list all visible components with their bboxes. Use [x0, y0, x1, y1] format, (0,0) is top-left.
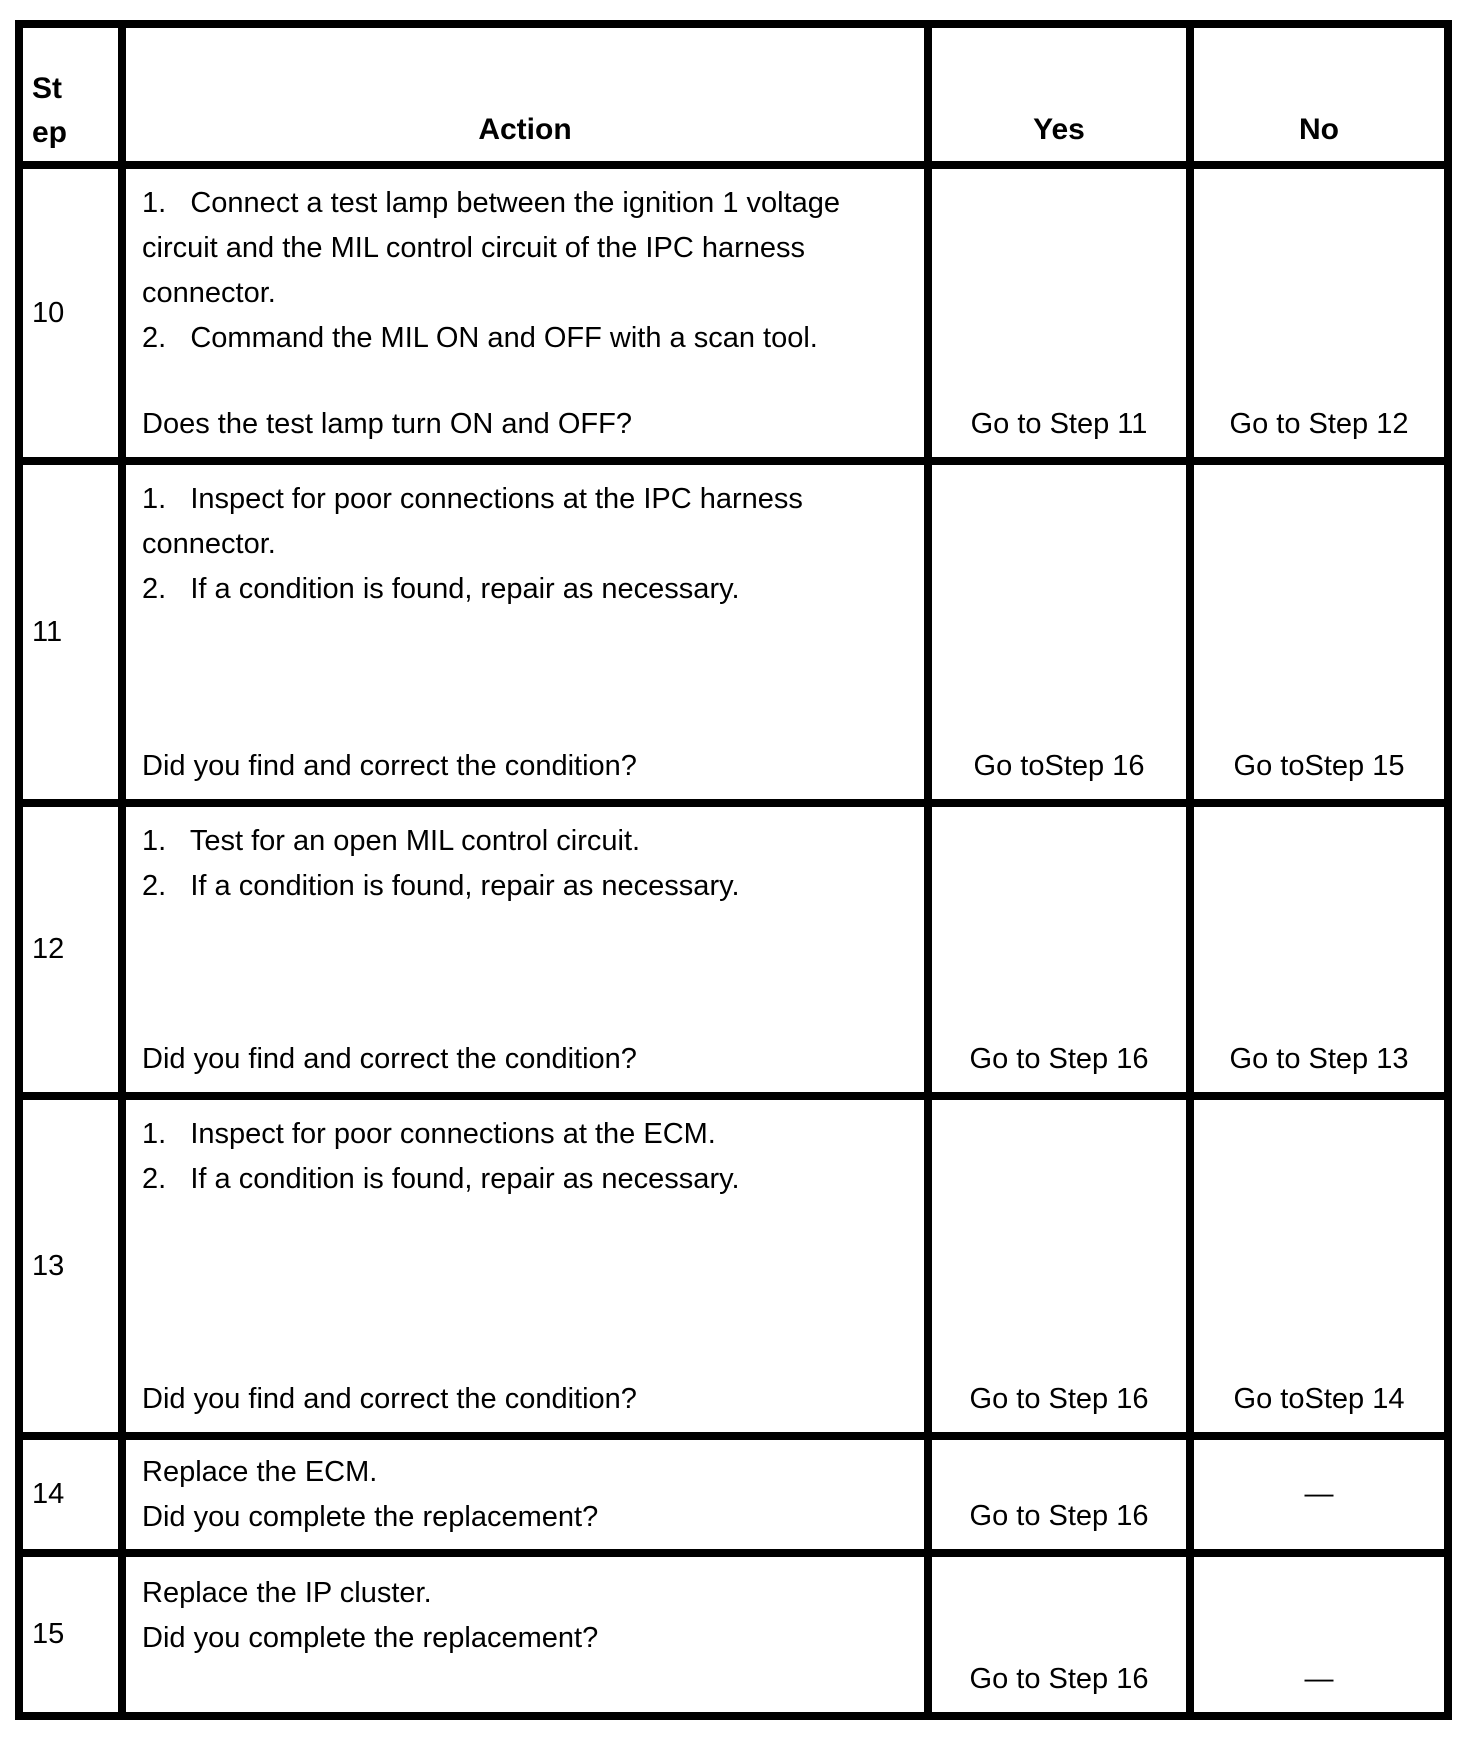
step-11-instruction-1: 1. Inspect for poor connections at the IPC harness connector.	[142, 483, 803, 560]
step-10-number: 10	[23, 169, 126, 465]
step-11-instructions	[142, 477, 904, 612]
step-12-yes-answer: Go to Step 16	[932, 807, 1194, 1100]
col-header-action: Action	[126, 28, 932, 169]
step-10-yes-answer: Go to Step 11	[932, 169, 1194, 465]
step-13-instruction-2: 2. If a condition is found, repair as necessary.	[142, 1163, 740, 1195]
step-12-instruction-2: 2. If a condition is found, repair as necessary.	[142, 870, 740, 902]
step-12-instructions	[142, 819, 904, 909]
step-11-number: 11	[23, 465, 126, 807]
step-13-instruction-1: 1. Inspect for poor connections at the ECM.	[142, 1118, 716, 1150]
step-11-question: Did you find and correct the condition?	[142, 750, 637, 783]
step-12-number: 12	[23, 807, 126, 1100]
col-header-yes: Yes	[932, 28, 1194, 169]
step-13-instructions	[142, 1112, 904, 1202]
step-11-yes-answer: Go toStep 16	[932, 465, 1194, 807]
step-10-instruction-1: 1. Connect a test lamp between the ignition 1 voltage circuit and the MIL control circuit of the IPC harness connector.	[142, 187, 841, 309]
step-13-yes-answer: Go to Step 16	[932, 1100, 1194, 1440]
step-15-action: Replace the IP cluster. Did you complete the replacement?	[126, 1557, 932, 1712]
step-10-action	[126, 169, 932, 465]
step-11-action	[126, 465, 932, 807]
step-10-question: Does the test lamp turn ON and OFF?	[142, 408, 632, 441]
diagnostic-table	[15, 20, 1452, 1720]
step-13-no-answer: Go toStep 14	[1194, 1100, 1444, 1440]
step-14-action: Replace the ECM. Did you complete the replacement?	[126, 1440, 932, 1557]
step-10-instructions	[142, 181, 904, 361]
step-12-instruction-1: 1. Test for an open MIL control circuit.	[142, 825, 641, 857]
col-header-no: No	[1194, 28, 1444, 169]
step-12-action	[126, 807, 932, 1100]
step-10-instruction-2: 2. Command the MIL ON and OFF with a scan tool.	[142, 322, 818, 354]
step-12-no-answer: Go to Step 13	[1194, 807, 1444, 1100]
step-15-yes-answer: Go to Step 16	[932, 1557, 1194, 1712]
step-10-no-answer: Go to Step 12	[1194, 169, 1444, 465]
step-15-number: 15	[23, 1557, 126, 1712]
step-14-yes-answer: Go to Step 16	[932, 1440, 1194, 1557]
col-header-step: St ep	[23, 28, 126, 169]
step-11-instruction-2: 2. If a condition is found, repair as necessary.	[142, 573, 740, 605]
step-12-question: Did you find and correct the condition?	[142, 1043, 637, 1076]
step-13-number: 13	[23, 1100, 126, 1440]
step-11-no-answer: Go toStep 15	[1194, 465, 1444, 807]
step-15-no-answer: —	[1304, 1663, 1334, 1695]
step-13-question: Did you find and correct the condition?	[142, 1383, 637, 1416]
step-13-action	[126, 1100, 932, 1440]
step-14-no-answer: —	[1194, 1440, 1444, 1557]
step-14-number: 14	[23, 1440, 126, 1557]
